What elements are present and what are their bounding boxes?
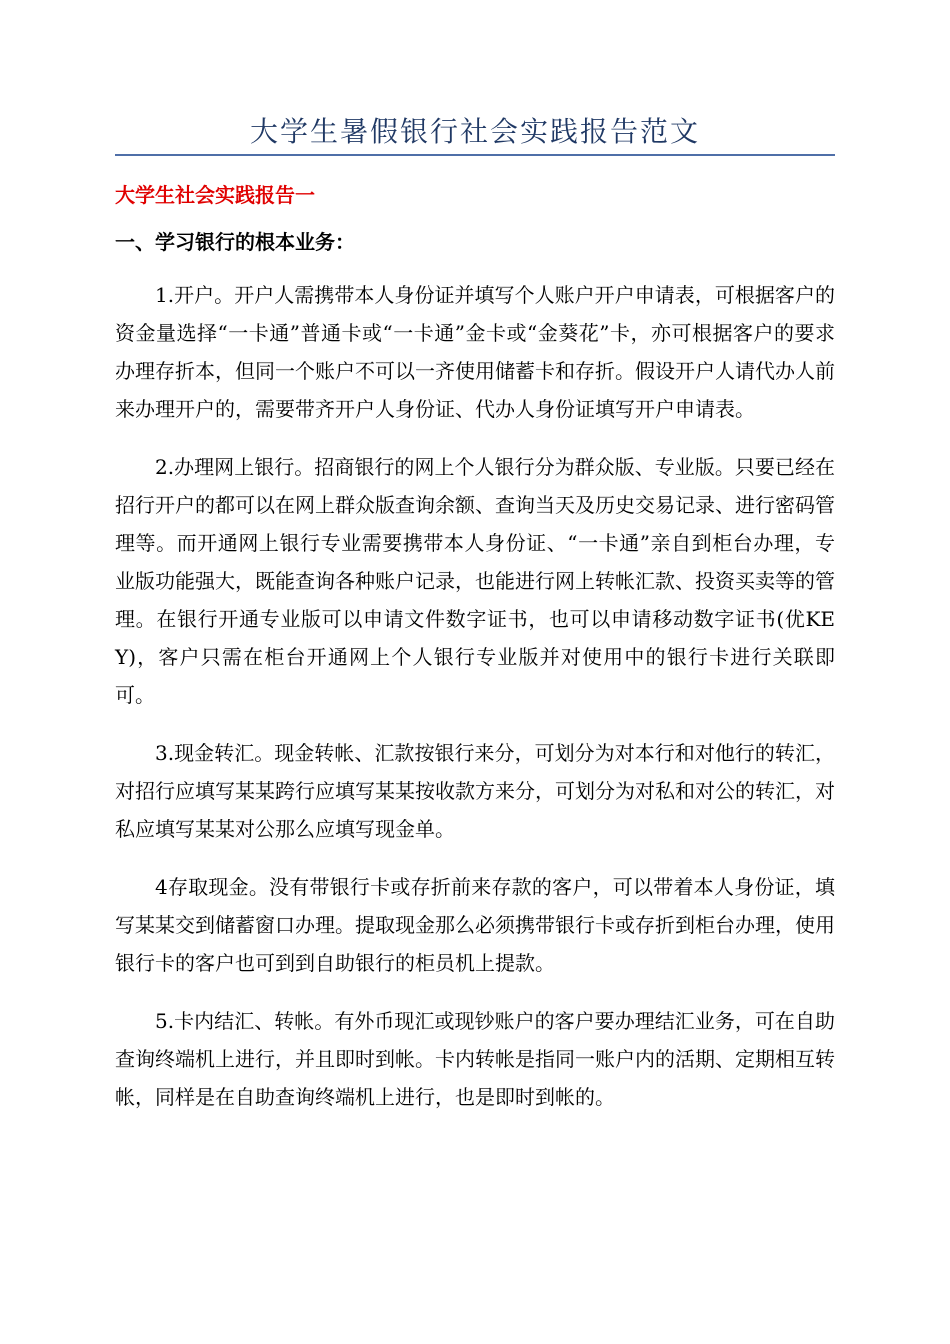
title-underline bbox=[115, 154, 835, 156]
paragraph-1: 1.开户。开户人需携带本人身份证并填写个人账户开户申请表，可根据客户的资金量选择“一卡通”普通卡或“一卡通”金卡或“金葵花”卡，亦可根据客户的要求办理存折本，但同一个账户不可以一齐使用储蓄卡和存折。假设开户人请代办人前来办理开户的，需要带齐开户人身份证、代办人身份证填写开户申请表。 bbox=[115, 283, 835, 421]
paragraph-5: 5.卡内结汇、转帐。有外币现汇或现钞账户的客户要办理结汇业务，可在自助查询终端机上进行，并且即时到帐。卡内转帐是指同一账户内的活期、定期相互转帐，同样是在自助查询终端机上进行，也是即时到帐的。 bbox=[115, 1009, 835, 1109]
paragraph-2: 2.办理网上银行。招商银行的网上个人银行分为群众版、专业版。只要已经在招行开户的都可以在网上群众版查询余额、查询当天及历史交易记录、进行密码管理等。而开通网上银行专业需要携带本人身份证、“一卡通”亲自到柜台办理，专业版功能强大，既能查询各种账户记录，也能进行网上转帐汇款、投资买卖等的管理。在银行开通专业版可以申请文件数字证书，也可以申请移动数字证书(优KEY)，客户只需在柜台开通网上个人银行专业版并对使用中的银行卡进行关联即可。 bbox=[115, 455, 835, 707]
document-title: 大学生暑假银行社会实践报告范文 bbox=[249, 115, 700, 148]
document-body bbox=[115, 276, 835, 1136]
sub-heading: 一、学习银行的根本业务： bbox=[115, 230, 355, 254]
paragraph-4: 4存取现金。没有带银行卡或存折前来存款的客户，可以带着本人身份证，填写某某交到储蓄窗口办理。提取现金那么必须携带银行卡或存折到柜台办理，使用银行卡的客户也可到到自助银行的柜员机上提款。 bbox=[115, 875, 835, 975]
paragraph-3: 3.现金转汇。现金转帐、汇款按银行来分，可划分为对本行和对他行的转汇，对招行应填写某某跨行应填写某某按收款方来分，可划分为对私和对公的转汇，对私应填写某某对公那么应填写现金单。 bbox=[115, 741, 835, 841]
section-heading: 大学生社会实践报告一 bbox=[115, 183, 315, 207]
